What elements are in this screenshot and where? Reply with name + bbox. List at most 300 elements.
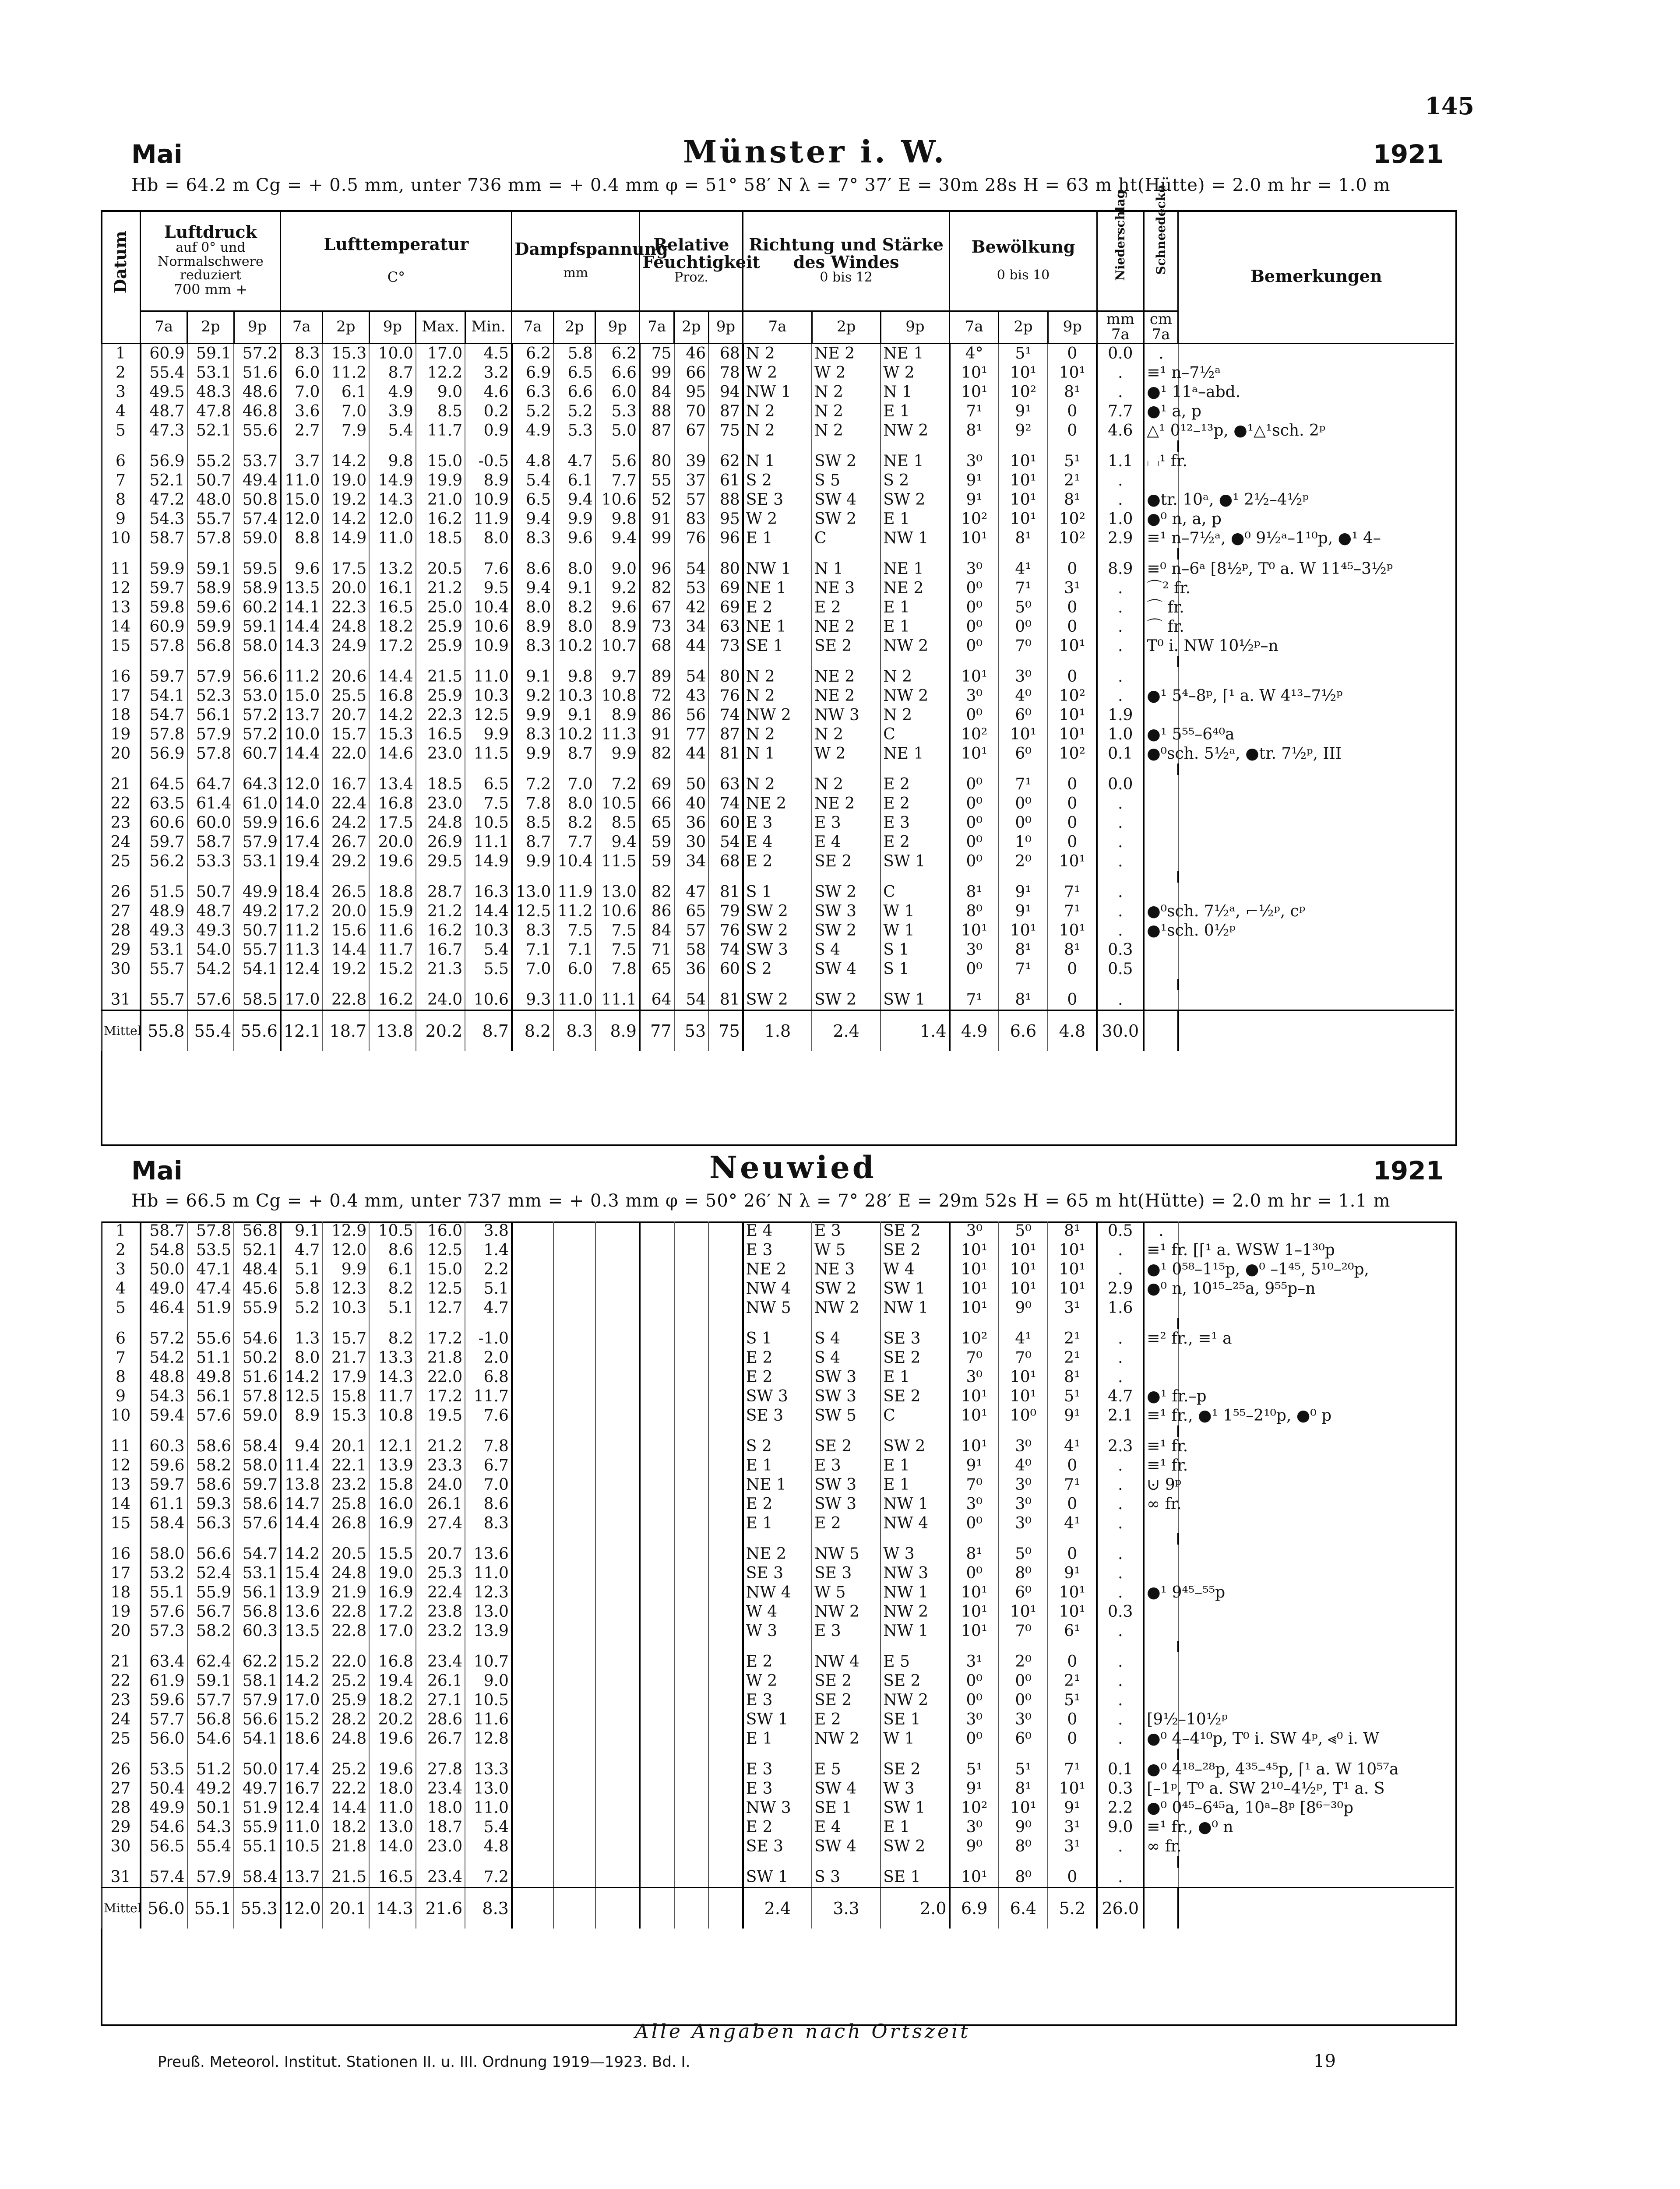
- value-cell: 39: [674, 452, 709, 471]
- value-cell: 16.5: [416, 725, 465, 744]
- value-cell: 0⁰: [950, 852, 999, 871]
- row-gap: [101, 1318, 1454, 1329]
- value-cell: 2⁰: [999, 852, 1048, 871]
- value-cell: 10.3: [553, 686, 595, 706]
- value-cell: [640, 1475, 674, 1495]
- value-cell: [1144, 1622, 1178, 1641]
- value-cell: SE 2: [881, 1760, 949, 1779]
- value-cell: 8.6: [465, 1495, 512, 1514]
- value-cell: 58.0: [234, 637, 281, 656]
- value-cell: 6.6: [595, 363, 640, 383]
- value-cell: NW 1: [743, 383, 812, 402]
- value-cell: 61.1: [141, 1495, 187, 1514]
- value-cell: 17.5: [322, 560, 369, 579]
- value-cell: 3⁰: [950, 686, 999, 706]
- table-row: [101, 1868, 1454, 1888]
- value-cell: 0⁰: [999, 1691, 1048, 1710]
- value-cell: 10¹: [999, 1279, 1048, 1299]
- value-cell: [512, 1241, 553, 1260]
- value-cell: 87: [640, 421, 674, 440]
- row-gap: [101, 1425, 1454, 1437]
- value-cell: [553, 1760, 595, 1779]
- value-cell: W 2: [812, 744, 881, 764]
- table-row: [101, 1456, 1454, 1475]
- value-cell: 11.1: [595, 990, 640, 1010]
- value-cell: 56.5: [141, 1837, 187, 1856]
- table-row: [101, 1475, 1454, 1495]
- value-cell: 8.6: [369, 1241, 416, 1260]
- value-cell: 13.2: [369, 560, 416, 579]
- value-cell: 12.5: [465, 706, 512, 725]
- value-cell: 8⁰: [999, 1868, 1048, 1888]
- value-cell: 10.0: [281, 725, 322, 744]
- day-cell: 25: [101, 1729, 141, 1749]
- value-cell: 10¹: [950, 1868, 999, 1888]
- value-cell: 10.3: [322, 1299, 369, 1318]
- day-cell: 16: [101, 667, 141, 686]
- value-cell: NW 3: [812, 706, 881, 725]
- value-cell: 0⁰: [950, 794, 999, 813]
- value-cell: .: [1097, 1672, 1144, 1691]
- day-cell: 10: [101, 1406, 141, 1425]
- value-cell: 55.7: [141, 990, 187, 1010]
- value-cell: 19.4: [281, 852, 322, 871]
- value-cell: 10¹: [950, 1602, 999, 1622]
- value-cell: 60.0: [187, 813, 234, 833]
- value-cell: [708, 1818, 743, 1837]
- value-cell: 19.9: [416, 471, 465, 490]
- value-cell: E 1: [881, 402, 949, 421]
- value-cell: 4.6: [1097, 421, 1144, 440]
- value-cell: C: [881, 883, 949, 902]
- value-cell: .: [1097, 598, 1144, 617]
- value-cell: 50.7: [187, 471, 234, 490]
- value-cell: NW 2: [881, 686, 949, 706]
- value-cell: [674, 1348, 709, 1368]
- value-cell: E 1: [743, 1514, 812, 1533]
- mean-value: 8.9: [595, 1010, 640, 1051]
- value-cell: 52: [640, 490, 674, 510]
- value-cell: 10.6: [465, 990, 512, 1010]
- value-cell: NW 5: [812, 1545, 881, 1564]
- value-cell: 49.8: [187, 1368, 234, 1387]
- value-cell: 56.8: [234, 1221, 281, 1241]
- value-cell: SW 4: [812, 1837, 881, 1856]
- value-cell: [1144, 667, 1178, 686]
- value-cell: [512, 1279, 553, 1299]
- value-cell: 27.8: [416, 1760, 465, 1779]
- mean-value: 18.7: [322, 1010, 369, 1051]
- value-cell: 0.3: [1097, 940, 1144, 960]
- value-cell: W 2: [881, 363, 949, 383]
- value-cell: [595, 1437, 640, 1456]
- value-cell: 9¹: [999, 883, 1048, 902]
- value-cell: 3¹: [1048, 1818, 1097, 1837]
- mean-value: [640, 1888, 674, 1929]
- value-cell: 7.0: [281, 383, 322, 402]
- value-cell: 13.0: [595, 883, 640, 902]
- mean-value: 56.0: [141, 1888, 187, 1929]
- value-cell: 15.0: [416, 452, 465, 471]
- value-cell: 43: [674, 686, 709, 706]
- value-cell: 11.4: [281, 1456, 322, 1475]
- value-cell: NW 2: [881, 637, 949, 656]
- value-cell: 8.2: [553, 598, 595, 617]
- value-cell: 11.7: [369, 940, 416, 960]
- value-cell: 53.3: [187, 852, 234, 871]
- value-cell: 58.6: [187, 1437, 234, 1456]
- section-1-month: Mai: [131, 139, 183, 169]
- value-cell: 9.4: [595, 529, 640, 548]
- value-cell: 15.8: [369, 1475, 416, 1495]
- value-cell: 6.6: [553, 383, 595, 402]
- value-cell: ●⁰ 4–4¹⁰p, T⁰ i. SW 4ᵖ, ⪡⁰ i. W: [1144, 1729, 1178, 1749]
- mean-value: 77: [640, 1010, 674, 1051]
- value-cell: 47.8: [187, 402, 234, 421]
- value-cell: 10¹: [950, 1406, 999, 1425]
- value-cell: 58.1: [234, 1672, 281, 1691]
- value-cell: 4°: [950, 343, 999, 363]
- value-cell: 2¹: [1048, 471, 1097, 490]
- mean-value: 6.6: [999, 1010, 1048, 1051]
- value-cell: SW 2: [743, 921, 812, 940]
- day-cell: 30: [101, 960, 141, 979]
- value-cell: [595, 1672, 640, 1691]
- value-cell: 12.0: [322, 1241, 369, 1260]
- value-cell: 9.6: [553, 529, 595, 548]
- table-row: [101, 383, 1454, 402]
- value-cell: 3⁰: [999, 1710, 1048, 1729]
- value-cell: 9.0: [416, 383, 465, 402]
- day-cell: 22: [101, 1672, 141, 1691]
- value-cell: 10.9: [465, 490, 512, 510]
- value-cell: 21.2: [416, 579, 465, 598]
- value-cell: 50: [674, 775, 709, 794]
- value-cell: 6⁰: [999, 1583, 1048, 1602]
- value-cell: 13.9: [369, 1456, 416, 1475]
- value-cell: 0⁰: [950, 960, 999, 979]
- value-cell: SW 1: [881, 1279, 949, 1299]
- value-cell: [512, 1760, 553, 1779]
- value-cell: 24.2: [322, 813, 369, 833]
- value-cell: 56.1: [187, 1387, 234, 1406]
- value-cell: 59.7: [141, 667, 187, 686]
- value-cell: [595, 1652, 640, 1672]
- value-cell: 8.0: [465, 529, 512, 548]
- value-cell: E 1: [881, 1818, 949, 1837]
- value-cell: [640, 1602, 674, 1622]
- value-cell: 5¹: [999, 343, 1048, 363]
- value-cell: SW 2: [812, 510, 881, 529]
- value-cell: 9.9: [512, 706, 553, 725]
- value-cell: W 1: [881, 921, 949, 940]
- value-cell: 9¹: [950, 1456, 999, 1475]
- value-cell: 7.7: [553, 833, 595, 852]
- section-2-month: Mai: [131, 1156, 183, 1186]
- mean-value: 20.2: [416, 1010, 465, 1051]
- value-cell: ●¹ 5⁴–8ᵖ, ⌈¹ a. W 4¹³–7½ᵖ: [1144, 686, 1178, 706]
- value-cell: 13.4: [369, 775, 416, 794]
- value-cell: 10¹: [1048, 1779, 1097, 1798]
- value-cell: 52.1: [187, 421, 234, 440]
- value-cell: 10¹: [1048, 363, 1097, 383]
- value-cell: [1144, 1545, 1178, 1564]
- value-cell: [674, 1622, 709, 1641]
- value-cell: 10¹: [1048, 1279, 1097, 1299]
- value-cell: 53.5: [141, 1760, 187, 1779]
- value-cell: [512, 1406, 553, 1425]
- day-cell: 8: [101, 1368, 141, 1387]
- value-cell: [708, 1437, 743, 1456]
- value-cell: 0: [1048, 990, 1097, 1010]
- value-cell: [553, 1368, 595, 1387]
- value-cell: 8.9: [512, 617, 553, 637]
- value-cell: 57.6: [141, 1602, 187, 1622]
- value-cell: [1144, 883, 1178, 902]
- value-cell: 50.0: [234, 1760, 281, 1779]
- value-cell: 0⁰: [950, 1514, 999, 1533]
- value-cell: 5¹: [999, 1760, 1048, 1779]
- value-cell: [640, 1260, 674, 1279]
- value-cell: 22.3: [416, 706, 465, 725]
- value-cell: 22.1: [322, 1456, 369, 1475]
- value-cell: 53.1: [234, 852, 281, 871]
- value-cell: [674, 1475, 709, 1495]
- table-row: [101, 852, 1454, 871]
- sub-nieder-unit: mm 7a: [1097, 311, 1144, 343]
- value-cell: 12.2: [416, 363, 465, 383]
- col-feucht: Relative Feuchtigkeit Proz.: [640, 210, 743, 311]
- day-cell: 25: [101, 852, 141, 871]
- value-cell: E 5: [881, 1652, 949, 1672]
- value-cell: 7¹: [999, 775, 1048, 794]
- value-cell: 16.3: [465, 883, 512, 902]
- value-cell: 9.9: [595, 744, 640, 764]
- section-1-meta: Hb = 64.2 m Cg = + 0.5 mm, unter 736 mm = + 0.4 mm φ = 51° 58′ N λ = 7° 37′ E = 30m 28s H = 63 m ht(Hütte) = 2.0 m hr = 1.0 m: [131, 175, 1391, 195]
- col-dampf: Dampfspannung mm: [512, 210, 640, 311]
- value-cell: .: [1144, 343, 1178, 363]
- value-cell: 59.1: [187, 560, 234, 579]
- value-cell: 16.5: [369, 598, 416, 617]
- value-cell: 11.0: [281, 471, 322, 490]
- value-cell: ●¹ 5⁵⁵–6⁴⁰a: [1144, 725, 1178, 744]
- value-cell: ∞ fr.: [1144, 1837, 1178, 1856]
- value-cell: 10¹: [999, 1602, 1048, 1622]
- value-cell: [640, 1299, 674, 1318]
- value-cell: [512, 1495, 553, 1514]
- value-cell: 0: [1048, 794, 1097, 813]
- value-cell: 10¹: [1048, 1260, 1097, 1279]
- value-cell: [595, 1456, 640, 1475]
- value-cell: 0⁰: [950, 579, 999, 598]
- day-cell: 7: [101, 471, 141, 490]
- day-cell: 8: [101, 490, 141, 510]
- value-cell: 11.7: [416, 421, 465, 440]
- value-cell: 17.2: [281, 902, 322, 921]
- mean-row: [101, 1888, 1454, 1929]
- value-cell: 48.6: [234, 383, 281, 402]
- value-cell: [1144, 1564, 1178, 1583]
- value-cell: 57.6: [234, 1514, 281, 1533]
- day-cell: 27: [101, 902, 141, 921]
- value-cell: [1144, 471, 1178, 490]
- value-cell: 58.6: [234, 1495, 281, 1514]
- value-cell: 5¹: [1048, 1387, 1097, 1406]
- value-cell: 58: [674, 940, 709, 960]
- value-cell: E 2: [743, 1368, 812, 1387]
- value-cell: 7¹: [950, 990, 999, 1010]
- value-cell: 48.9: [141, 902, 187, 921]
- value-cell: 68: [708, 852, 743, 871]
- value-cell: 7¹: [999, 579, 1048, 598]
- value-cell: 0⁰: [999, 794, 1048, 813]
- value-cell: E 1: [881, 1475, 949, 1495]
- value-cell: E 2: [881, 775, 949, 794]
- value-cell: 8.9: [595, 617, 640, 637]
- value-cell: 49.2: [234, 902, 281, 921]
- day-cell: 30: [101, 1837, 141, 1856]
- value-cell: NW 3: [881, 1564, 949, 1583]
- value-cell: 3⁰: [950, 1495, 999, 1514]
- value-cell: 10¹: [999, 510, 1048, 529]
- value-cell: 10.3: [465, 686, 512, 706]
- value-cell: 60.9: [141, 343, 187, 363]
- value-cell: 58.2: [187, 1622, 234, 1641]
- value-cell: 2.9: [1097, 1279, 1144, 1299]
- value-cell: [595, 1241, 640, 1260]
- value-cell: 8.3: [465, 1514, 512, 1533]
- value-cell: 5.0: [595, 421, 640, 440]
- sub-max: Max.: [416, 311, 465, 343]
- value-cell: 2.0: [465, 1348, 512, 1368]
- value-cell: [640, 1329, 674, 1348]
- value-cell: 10¹: [1048, 1602, 1097, 1622]
- value-cell: 59.6: [141, 1691, 187, 1710]
- value-cell: 3⁰: [950, 1221, 999, 1241]
- value-cell: [674, 1387, 709, 1406]
- value-cell: 51.9: [234, 1798, 281, 1818]
- value-cell: [674, 1406, 709, 1425]
- value-cell: 9.0: [595, 560, 640, 579]
- footer-publisher: Preuß. Meteorol. Institut. Stationen II. u. III. Ordnung 1919—1923. Bd. I.: [158, 2053, 690, 2071]
- value-cell: 53.7: [234, 452, 281, 471]
- value-cell: [512, 1475, 553, 1495]
- value-cell: [640, 1437, 674, 1456]
- value-cell: 60.6: [141, 813, 187, 833]
- value-cell: NE 3: [812, 579, 881, 598]
- value-cell: 55.2: [187, 452, 234, 471]
- value-cell: 8.5: [595, 813, 640, 833]
- value-cell: 57.7: [141, 1710, 187, 1729]
- table-row: [101, 706, 1454, 725]
- value-cell: 59: [640, 852, 674, 871]
- value-cell: [512, 1583, 553, 1602]
- value-cell: 4¹: [999, 560, 1048, 579]
- value-cell: SW 4: [812, 960, 881, 979]
- value-cell: 59.7: [141, 833, 187, 852]
- value-cell: 15.2: [281, 1710, 322, 1729]
- value-cell: S 4: [812, 1329, 881, 1348]
- value-cell: S 1: [881, 960, 949, 979]
- value-cell: 13.5: [281, 1622, 322, 1641]
- value-cell: 81: [708, 883, 743, 902]
- value-cell: 58.7: [141, 1221, 187, 1241]
- mean-value: [1178, 1010, 1454, 1051]
- value-cell: .: [1097, 1545, 1144, 1564]
- value-cell: 57.9: [187, 1868, 234, 1888]
- value-cell: 5⁰: [999, 1545, 1048, 1564]
- value-cell: 24.0: [416, 1475, 465, 1495]
- row-gap: [101, 440, 1454, 452]
- value-cell: 2.9: [1097, 529, 1144, 548]
- value-cell: N 2: [743, 686, 812, 706]
- value-cell: 10¹: [999, 1260, 1048, 1279]
- value-cell: SE 1: [812, 1798, 881, 1818]
- value-cell: [1144, 1368, 1178, 1387]
- value-cell: SW 1: [881, 852, 949, 871]
- value-cell: [708, 1348, 743, 1368]
- value-cell: 26.1: [416, 1672, 465, 1691]
- mean-value: 1.4: [881, 1010, 949, 1051]
- value-cell: 5.1: [281, 1260, 322, 1279]
- value-cell: 65: [640, 813, 674, 833]
- value-cell: 0: [1048, 813, 1097, 833]
- value-cell: [708, 1514, 743, 1533]
- value-cell: 23.4: [416, 1779, 465, 1798]
- value-cell: 30: [674, 833, 709, 852]
- value-cell: [553, 1514, 595, 1533]
- value-cell: 9.9: [322, 1260, 369, 1279]
- value-cell: NE 2: [812, 794, 881, 813]
- value-cell: NW 2: [743, 706, 812, 725]
- value-cell: 76: [708, 686, 743, 706]
- value-cell: 27.1: [416, 1691, 465, 1710]
- value-cell: 5⁰: [999, 598, 1048, 617]
- value-cell: 10.2: [553, 725, 595, 744]
- value-cell: NE 1: [881, 560, 949, 579]
- value-cell: 8.3: [512, 529, 553, 548]
- mean-value: 20.1: [322, 1888, 369, 1929]
- value-cell: 58.4: [234, 1868, 281, 1888]
- day-cell: 4: [101, 1279, 141, 1299]
- value-cell: ≡¹ fr.: [1144, 1437, 1178, 1456]
- value-cell: 57: [674, 490, 709, 510]
- value-cell: 18.5: [416, 775, 465, 794]
- value-cell: 15.8: [322, 1387, 369, 1406]
- day-cell: 26: [101, 883, 141, 902]
- value-cell: 0⁰: [950, 1672, 999, 1691]
- value-cell: 5.4: [369, 421, 416, 440]
- value-cell: 6¹: [1048, 1622, 1097, 1641]
- value-cell: W 1: [881, 1729, 949, 1749]
- value-cell: 58.6: [187, 1475, 234, 1495]
- value-cell: 62.4: [187, 1652, 234, 1672]
- value-cell: 51.1: [187, 1348, 234, 1368]
- value-cell: 12.5: [512, 902, 553, 921]
- table-row: [101, 1837, 1454, 1856]
- value-cell: ●⁰sch. 7½ᵃ, ⌐½ᵖ, cᵖ: [1144, 902, 1178, 921]
- value-cell: 21.8: [416, 1348, 465, 1368]
- value-cell: 21.7: [322, 1348, 369, 1368]
- value-cell: [512, 1564, 553, 1583]
- value-cell: NW 1: [881, 1583, 949, 1602]
- value-cell: 7.0: [322, 402, 369, 421]
- value-cell: SW 2: [743, 902, 812, 921]
- value-cell: [640, 1368, 674, 1387]
- value-cell: 53.2: [141, 1564, 187, 1583]
- value-cell: 9.9: [465, 725, 512, 744]
- value-cell: SW 3: [812, 1475, 881, 1495]
